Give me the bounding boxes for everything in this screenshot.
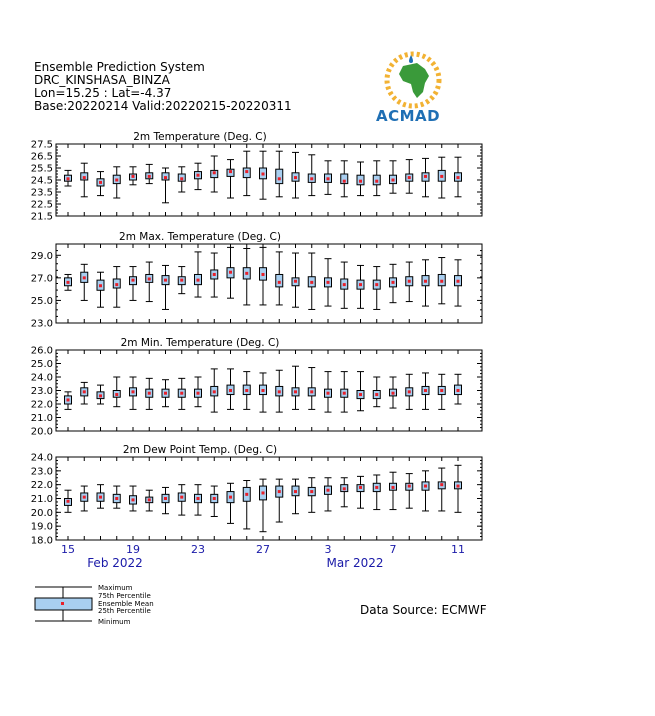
box-day-9 (195, 485, 202, 515)
mean-marker (424, 485, 427, 488)
x-day-label: 27 (256, 543, 270, 556)
box-day-21 (390, 377, 397, 408)
mean-marker (310, 390, 313, 393)
box-day-20 (373, 377, 380, 407)
mean-marker (213, 497, 216, 500)
mean-marker (148, 392, 151, 395)
box-day-19 (357, 372, 364, 411)
mean-marker (180, 177, 183, 180)
box-day-23 (422, 471, 429, 511)
legend-label-p75: 75th Percentile (98, 592, 151, 600)
iqr-box (276, 274, 283, 286)
box-day-22 (406, 374, 413, 409)
mean-marker (229, 271, 232, 274)
y-tick-label: 20.0 (30, 507, 53, 519)
mean-marker (424, 280, 427, 283)
mean-marker (343, 283, 346, 286)
mean-marker (375, 393, 378, 396)
mean-marker (180, 496, 183, 499)
legend-mean-marker (61, 602, 64, 605)
mean-marker (440, 280, 443, 283)
mean-marker (327, 177, 330, 180)
box-day-18 (341, 372, 348, 413)
mean-marker (99, 284, 102, 287)
mean-marker (278, 177, 281, 180)
mean-marker (197, 279, 200, 282)
box-day-7 (162, 487, 169, 513)
mean-marker (213, 390, 216, 393)
panel-title: 2m Min. Temperature (Deg. C) (120, 337, 280, 349)
y-tick-label: 26.0 (30, 345, 53, 357)
y-tick-label: 19.0 (30, 521, 53, 533)
mean-marker (392, 281, 395, 284)
mean-marker (392, 392, 395, 395)
box-day-14 (276, 151, 283, 197)
box-day-6 (146, 490, 153, 511)
box-day-11 (227, 247, 234, 298)
mean-marker (262, 491, 265, 494)
y-tick-label: 22.5 (30, 199, 53, 211)
box-day-15 (292, 152, 299, 198)
x-month-mar: Mar 2022 (326, 556, 384, 570)
mean-marker (132, 390, 135, 393)
box-day-11 (227, 369, 234, 410)
box-day-17 (325, 259, 332, 306)
mean-marker (164, 497, 167, 500)
box-day-25 (455, 260, 462, 306)
mean-marker (375, 180, 378, 183)
box-day-6 (146, 378, 153, 409)
y-tick-label: 22.0 (30, 399, 53, 411)
box-day-6 (146, 262, 153, 302)
box-day-25 (455, 374, 462, 404)
box-day-12 (243, 481, 250, 529)
mean-marker (278, 281, 281, 284)
mean-marker (359, 486, 362, 489)
panel-2 (31, 231, 482, 330)
mean-marker (164, 392, 167, 395)
y-tick-label: 23.0 (30, 318, 53, 330)
box-day-18 (341, 262, 348, 308)
box-day-10 (211, 156, 218, 192)
box-day-24 (438, 374, 445, 409)
mean-marker (83, 176, 86, 179)
box-day-18 (341, 161, 348, 197)
mean-marker (67, 281, 70, 284)
mean-marker (164, 176, 167, 179)
mean-marker (148, 277, 151, 280)
data-source: Data Source: ECMWF (360, 603, 487, 617)
box-day-22 (406, 474, 413, 509)
box-day-24 (438, 258, 445, 304)
mean-marker (408, 390, 411, 393)
y-tick-label: 21.0 (30, 494, 53, 505)
y-tick-label: 25.5 (30, 163, 53, 175)
mean-marker (408, 485, 411, 488)
legend-label-max: Maximum (98, 584, 133, 592)
y-tick-label: 29.0 (30, 250, 53, 262)
mean-marker (359, 180, 362, 183)
mean-marker (392, 486, 395, 489)
mean-marker (457, 280, 460, 283)
box-day-9 (195, 377, 202, 407)
y-tick-label: 21.5 (30, 211, 53, 223)
mean-marker (132, 279, 135, 282)
box-day-15 (292, 366, 299, 409)
box-day-1 (65, 170, 72, 186)
box-day-8 (178, 167, 185, 192)
y-tick-label: 18.0 (30, 535, 53, 547)
box-day-7 (162, 168, 169, 203)
mean-marker (245, 493, 248, 496)
y-tick-label: 27.0 (30, 273, 53, 285)
box-day-5 (130, 377, 137, 409)
box-day-17 (325, 478, 332, 511)
box-day-8 (178, 485, 185, 515)
box-day-2 (81, 264, 88, 300)
mean-marker (197, 497, 200, 500)
legend-label-mean: Ensemble Mean (98, 600, 154, 608)
mean-marker (132, 498, 135, 501)
mean-marker (310, 490, 313, 493)
box-day-25 (455, 157, 462, 197)
panel-1 (31, 131, 482, 223)
panel-3 (31, 337, 482, 438)
panel-title: 2m Temperature (Deg. C) (133, 131, 267, 143)
box-day-14 (276, 252, 283, 305)
mean-marker (392, 179, 395, 182)
header-coordinates: Lon=15.25 : Lat=-4.37 (34, 86, 172, 100)
mean-marker (457, 176, 460, 179)
x-day-label: 19 (126, 543, 140, 556)
box-day-1 (65, 392, 72, 410)
mean-marker (310, 281, 313, 284)
box-day-13 (260, 247, 267, 305)
box-day-3 (97, 485, 104, 509)
box-day-2 (81, 382, 88, 404)
box-day-7 (162, 265, 169, 309)
y-tick-label: 23.5 (30, 187, 53, 199)
y-tick-label: 25.0 (30, 295, 53, 307)
mean-marker (99, 394, 102, 397)
mean-marker (229, 170, 232, 173)
mean-marker (229, 389, 232, 392)
box-day-9 (195, 163, 202, 189)
box-day-8 (178, 267, 185, 294)
y-tick-label: 24.0 (30, 372, 53, 384)
box-day-12 (243, 249, 250, 305)
mean-marker (408, 280, 411, 283)
panel-title: 2m Max. Temperature (Deg. C) (119, 231, 281, 243)
mean-marker (229, 496, 232, 499)
mean-marker (213, 273, 216, 276)
mean-marker (262, 173, 265, 176)
header-base-valid: Base:20220214 Valid:20220215-20220311 (34, 99, 292, 113)
box-day-2 (81, 163, 88, 197)
y-tick-label: 24.5 (30, 175, 53, 187)
box-day-4 (113, 167, 120, 198)
mean-marker (327, 281, 330, 284)
box-day-23 (422, 260, 429, 306)
mean-marker (115, 179, 118, 182)
mean-marker (213, 171, 216, 174)
header-station: DRC_KINSHASA_BINZA (34, 73, 170, 87)
mean-marker (294, 390, 297, 393)
mean-marker (440, 483, 443, 486)
box-day-11 (227, 483, 234, 523)
box-day-16 (308, 478, 315, 513)
box-day-24 (438, 468, 445, 511)
mean-marker (197, 174, 200, 177)
mean-marker (457, 485, 460, 488)
box-day-10 (211, 253, 218, 297)
box-day-19 (357, 265, 364, 308)
mean-marker (245, 170, 248, 173)
mean-marker (83, 390, 86, 393)
box-day-3 (97, 385, 104, 404)
y-tick-label: 26.5 (30, 151, 53, 163)
box-day-5 (130, 486, 137, 511)
x-day-label: 23 (191, 543, 205, 556)
legend (35, 584, 154, 626)
box-day-22 (406, 160, 413, 194)
box-day-9 (195, 252, 202, 297)
mean-marker (164, 279, 167, 282)
mean-marker (262, 389, 265, 392)
mean-marker (83, 276, 86, 279)
box-day-4 (113, 267, 120, 308)
mean-marker (359, 283, 362, 286)
mean-marker (67, 398, 70, 401)
y-tick-label: 23.0 (30, 466, 53, 478)
mean-marker (310, 177, 313, 180)
mean-marker (440, 175, 443, 178)
box-day-21 (390, 161, 397, 193)
box-day-15 (292, 253, 299, 307)
mean-marker (408, 176, 411, 179)
y-tick-label: 22.0 (30, 480, 53, 492)
mean-marker (67, 177, 70, 180)
x-day-label: 11 (451, 543, 465, 556)
box-day-1 (65, 490, 72, 512)
panel-4 (31, 444, 482, 547)
box-day-18 (341, 478, 348, 507)
header-title: Ensemble Prediction System (34, 60, 205, 74)
mean-marker (278, 490, 281, 493)
mean-marker (115, 393, 118, 396)
mean-marker (375, 283, 378, 286)
mean-marker (180, 392, 183, 395)
mean-marker (99, 496, 102, 499)
x-day-label: 3 (324, 543, 332, 556)
mean-marker (294, 176, 297, 179)
box-day-21 (390, 264, 397, 302)
box-day-20 (373, 475, 380, 510)
panel-title: 2m Dew Point Temp. (Deg. C) (122, 444, 278, 456)
mean-marker (375, 486, 378, 489)
mean-marker (359, 393, 362, 396)
mean-marker (245, 389, 248, 392)
box-day-8 (178, 378, 185, 409)
box-day-16 (308, 253, 315, 309)
mean-marker (327, 392, 330, 395)
y-tick-label: 27.5 (30, 139, 53, 151)
legend-label-min: Minimum (98, 618, 131, 626)
mean-marker (99, 181, 102, 184)
mean-marker (278, 390, 281, 393)
box-day-11 (227, 160, 234, 198)
box-day-12 (243, 151, 250, 195)
box-day-21 (390, 472, 397, 509)
legend-label-p25: 25th Percentile (98, 607, 151, 615)
box-day-23 (422, 373, 429, 409)
box-day-13 (260, 479, 267, 532)
mean-marker (148, 498, 151, 501)
box-day-1 (65, 274, 72, 290)
box-day-20 (373, 267, 380, 310)
mean-marker (424, 175, 427, 178)
mean-marker (294, 490, 297, 493)
mean-marker (424, 389, 427, 392)
box-day-13 (260, 151, 267, 199)
iqr-box (276, 169, 283, 183)
mean-marker (67, 500, 70, 503)
mean-marker (83, 496, 86, 499)
y-tick-label: 25.0 (30, 359, 53, 370)
mean-marker (440, 389, 443, 392)
box-day-23 (422, 158, 429, 196)
box-day-14 (276, 370, 283, 412)
x-day-label: 15 (61, 543, 75, 556)
box-day-10 (211, 486, 218, 516)
box-day-25 (455, 465, 462, 512)
box-day-16 (308, 368, 315, 410)
box-day-2 (81, 486, 88, 511)
box-day-16 (308, 155, 315, 196)
mean-marker (343, 392, 346, 395)
y-tick-label: 24.0 (30, 452, 53, 464)
box-day-5 (130, 267, 137, 301)
box-day-5 (130, 167, 137, 185)
mean-marker (327, 489, 330, 492)
box-day-3 (97, 272, 104, 307)
mean-marker (245, 272, 248, 275)
box-day-19 (357, 476, 364, 508)
y-tick-label: 23.0 (30, 386, 53, 397)
box-day-22 (406, 262, 413, 302)
mean-marker (115, 497, 118, 500)
mean-marker (180, 279, 183, 282)
box-day-15 (292, 479, 299, 514)
x-month-feb: Feb 2022 (87, 556, 143, 570)
y-tick-label: 20.0 (30, 426, 53, 438)
mean-marker (148, 175, 151, 178)
box-day-10 (211, 369, 218, 412)
box-day-4 (113, 377, 120, 407)
box-day-3 (97, 172, 104, 196)
mean-marker (457, 389, 460, 392)
box-day-7 (162, 380, 169, 407)
x-day-label: 7 (389, 543, 397, 556)
mean-marker (343, 180, 346, 183)
acmad-logo-text: ACMAD (376, 107, 441, 125)
box-day-13 (260, 373, 267, 412)
box-day-20 (373, 161, 380, 196)
mean-marker (294, 280, 297, 283)
mean-marker (115, 283, 118, 286)
box-day-14 (276, 479, 283, 522)
box-day-24 (438, 157, 445, 198)
box-day-12 (243, 372, 250, 410)
mean-marker (262, 273, 265, 276)
box-day-17 (325, 372, 332, 413)
mean-marker (343, 487, 346, 490)
y-tick-label: 21.0 (30, 413, 53, 424)
box-day-19 (357, 162, 364, 196)
box-day-4 (113, 486, 120, 508)
box-day-17 (325, 161, 332, 195)
box-day-6 (146, 164, 153, 183)
mean-marker (197, 392, 200, 395)
mean-marker (132, 175, 135, 178)
